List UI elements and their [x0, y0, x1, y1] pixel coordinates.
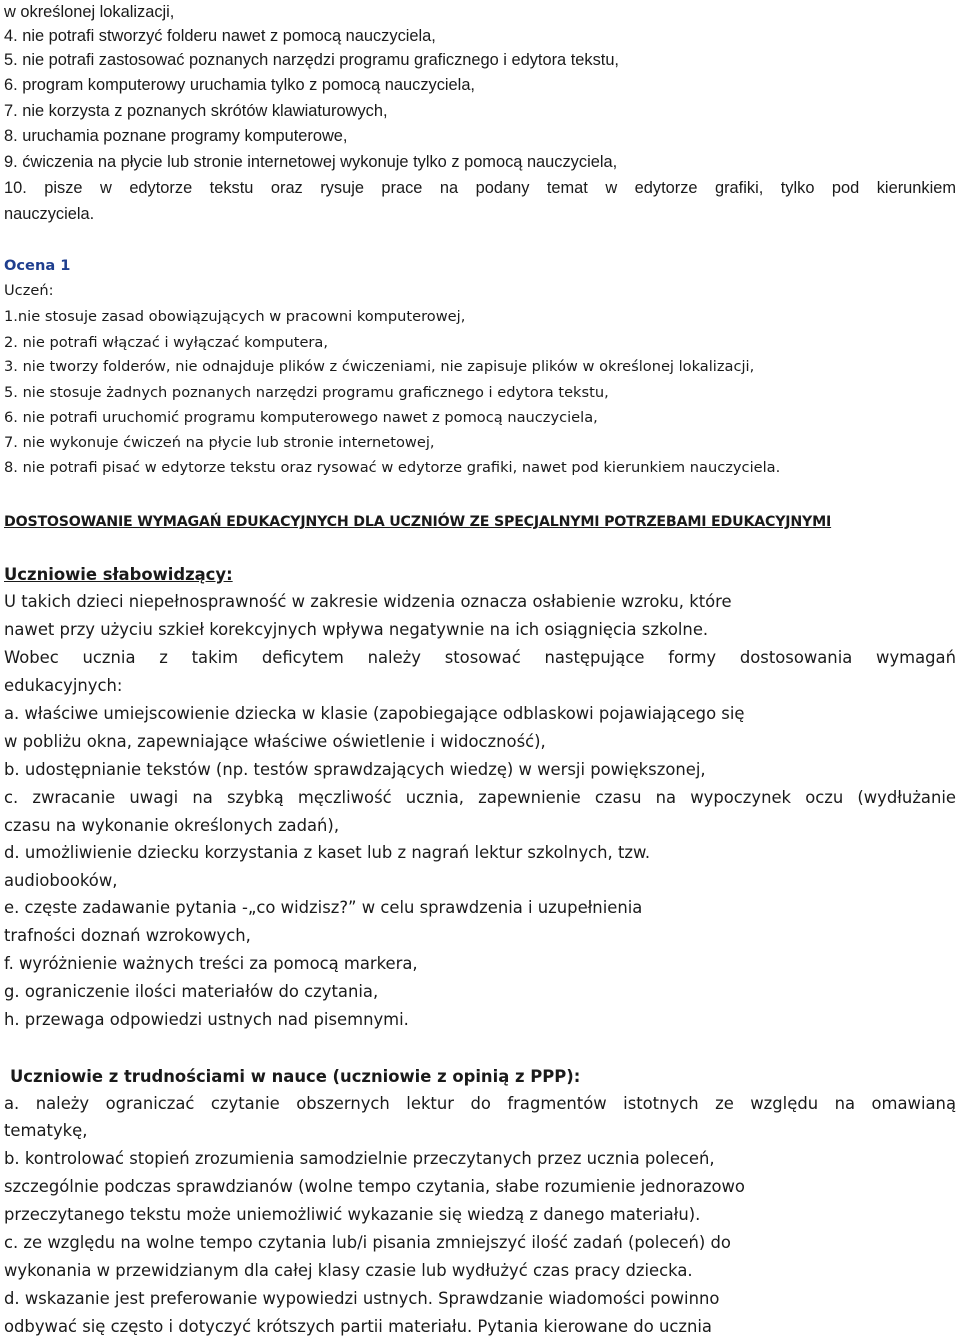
grade1-title: Ocena 1 [4, 257, 71, 274]
list-item: czasu na wykonanie określonych zadań), [4, 816, 340, 835]
paragraph-line: edukacyjnych: [4, 676, 123, 695]
list-item: w określonej lokalizacji, [4, 3, 175, 21]
list-item: tematykę, [4, 1121, 88, 1140]
list-item: 1.nie stosuje zasad obowiązujących w pracowni komputerowej, [4, 308, 466, 325]
list-item: f. wyróżnienie ważnych treści za pomocą markera, [4, 954, 418, 973]
list-item: 10. pisze w edytorze tekstu oraz rysuje prace na podany temat w edytorze grafiki, tylko pod kierunkiem [4, 179, 956, 197]
list-item: szczególnie podczas sprawdzianów (wolne tempo czytania, słabe rozumienie jednorazowo [4, 1177, 745, 1196]
list-item: 6. program komputerowy uruchamia tylko z pomocą nauczyciela, [4, 76, 475, 94]
list-item: b. udostępnianie tekstów (np. testów sprawdzających wiedzę) w wersji powiększonej, [4, 760, 706, 779]
list-item: 6. nie potrafi uruchomić programu komputerowego nawet z pomocą nauczyciela, [4, 409, 598, 426]
list-item: 2. nie potrafi włączać i wyłączać komputera, [4, 334, 329, 351]
section-heading: Uczniowie z trudnościami w nauce (uczniowie z opinią z PPP): [10, 1067, 581, 1086]
list-item: 8. nie potrafi pisać w edytorze tekstu oraz rysować w edytorze grafiki, nawet pod kierunkiem nauczyciela. [4, 459, 781, 476]
list-item: d. wskazanie jest preferowanie wypowiedzi ustnych. Sprawdzanie wiadomości powinno [4, 1289, 720, 1308]
list-item: przeczytanego tekstu może uniemożliwić wykazanie się wiedzą z danego materiału). [4, 1205, 701, 1224]
list-item: 8. uruchamia poznane programy komputerowe, [4, 127, 348, 145]
list-item: 5. nie potrafi zastosować poznanych narzędzi programu graficznego i edytora tekstu, [4, 51, 619, 69]
list-item: nauczyciela. [4, 205, 95, 223]
list-item: audiobooków, [4, 871, 118, 890]
list-item: odbywać się często i dotyczyć krótszych partii materiału. Pytania kierowane do ucznia [4, 1317, 712, 1336]
main-heading: DOSTOSOWANIE WYMAGAŃ EDUKACYJNYCH DLA UCZNIÓW ZE SPECJALNYMI POTRZEBAMI EDUKACYJNYMI [4, 514, 832, 530]
list-item: a. właściwe umiejscowienie dziecka w klasie (zapobiegające odblaskowi pojawiającego się [4, 704, 745, 723]
list-item: 9. ćwiczenia na płycie lub stronie internetowej wykonuje tylko z pomocą nauczyciela, [4, 153, 618, 171]
list-item: 4. nie potrafi stworzyć folderu nawet z pomocą nauczyciela, [4, 27, 436, 45]
list-item: 7. nie wykonuje ćwiczeń na płycie lub stronie internetowej, [4, 434, 435, 451]
paragraph-line: Wobec ucznia z takim deficytem należy stosować następujące formy dostosowania wymagań [4, 648, 956, 667]
list-item: b. kontrolować stopień zrozumienia samodzielnie przeczytanych przez ucznia poleceń, [4, 1149, 715, 1168]
student-label: Uczeń: [4, 282, 54, 299]
list-item: h. przewaga odpowiedzi ustnych nad pisemnymi. [4, 1010, 409, 1029]
list-item: trafności doznań wzrokowych, [4, 926, 251, 945]
list-item: c. ze względu na wolne tempo czytania lub/i pisania zmniejszyć ilość zadań (poleceń) do [4, 1233, 731, 1252]
list-item: w pobliżu okna, zapewniające właściwe oświetlenie i widoczność), [4, 732, 546, 751]
list-item: a. należy ograniczać czytanie obszernych lektur do fragmentów istotnych ze względu na omawianą [4, 1094, 956, 1113]
list-item: g. ograniczenie ilości materiałów do czytania, [4, 982, 379, 1001]
list-item: c. zwracanie uwagi na szybką męczliwość ucznia, zapewnienie czasu na wypoczynek oczu (wydłużanie [4, 788, 956, 807]
list-item: 7. nie korzysta z poznanych skrótów klawiaturowych, [4, 102, 388, 120]
paragraph-line: nawet przy użyciu szkieł korekcyjnych wpływa negatywnie na ich osiągnięcia szkolne. [4, 620, 709, 639]
list-item: 3. nie tworzy folderów, nie odnajduje plików z ćwiczeniami, nie zapisuje plików w określonej lokalizacji, [4, 358, 755, 375]
section-heading: Uczniowie słabowidzący: [4, 565, 233, 584]
list-item: wykonania w przewidzianym dla całej klasy czasie lub wydłużyć czas pracy dziecka. [4, 1261, 693, 1280]
list-item: d. umożliwienie dziecku korzystania z kaset lub z nagrań lektur szkolnych, tzw. [4, 843, 651, 862]
list-item: 5. nie stosuje żadnych poznanych narzędzi programu graficznego i edytora tekstu, [4, 384, 609, 401]
paragraph-line: U takich dzieci niepełnosprawność w zakresie widzenia oznacza osłabienie wzroku, które [4, 592, 732, 611]
list-item: e. częste zadawanie pytania -„co widzisz?” w celu sprawdzenia i uzupełnienia [4, 898, 643, 917]
